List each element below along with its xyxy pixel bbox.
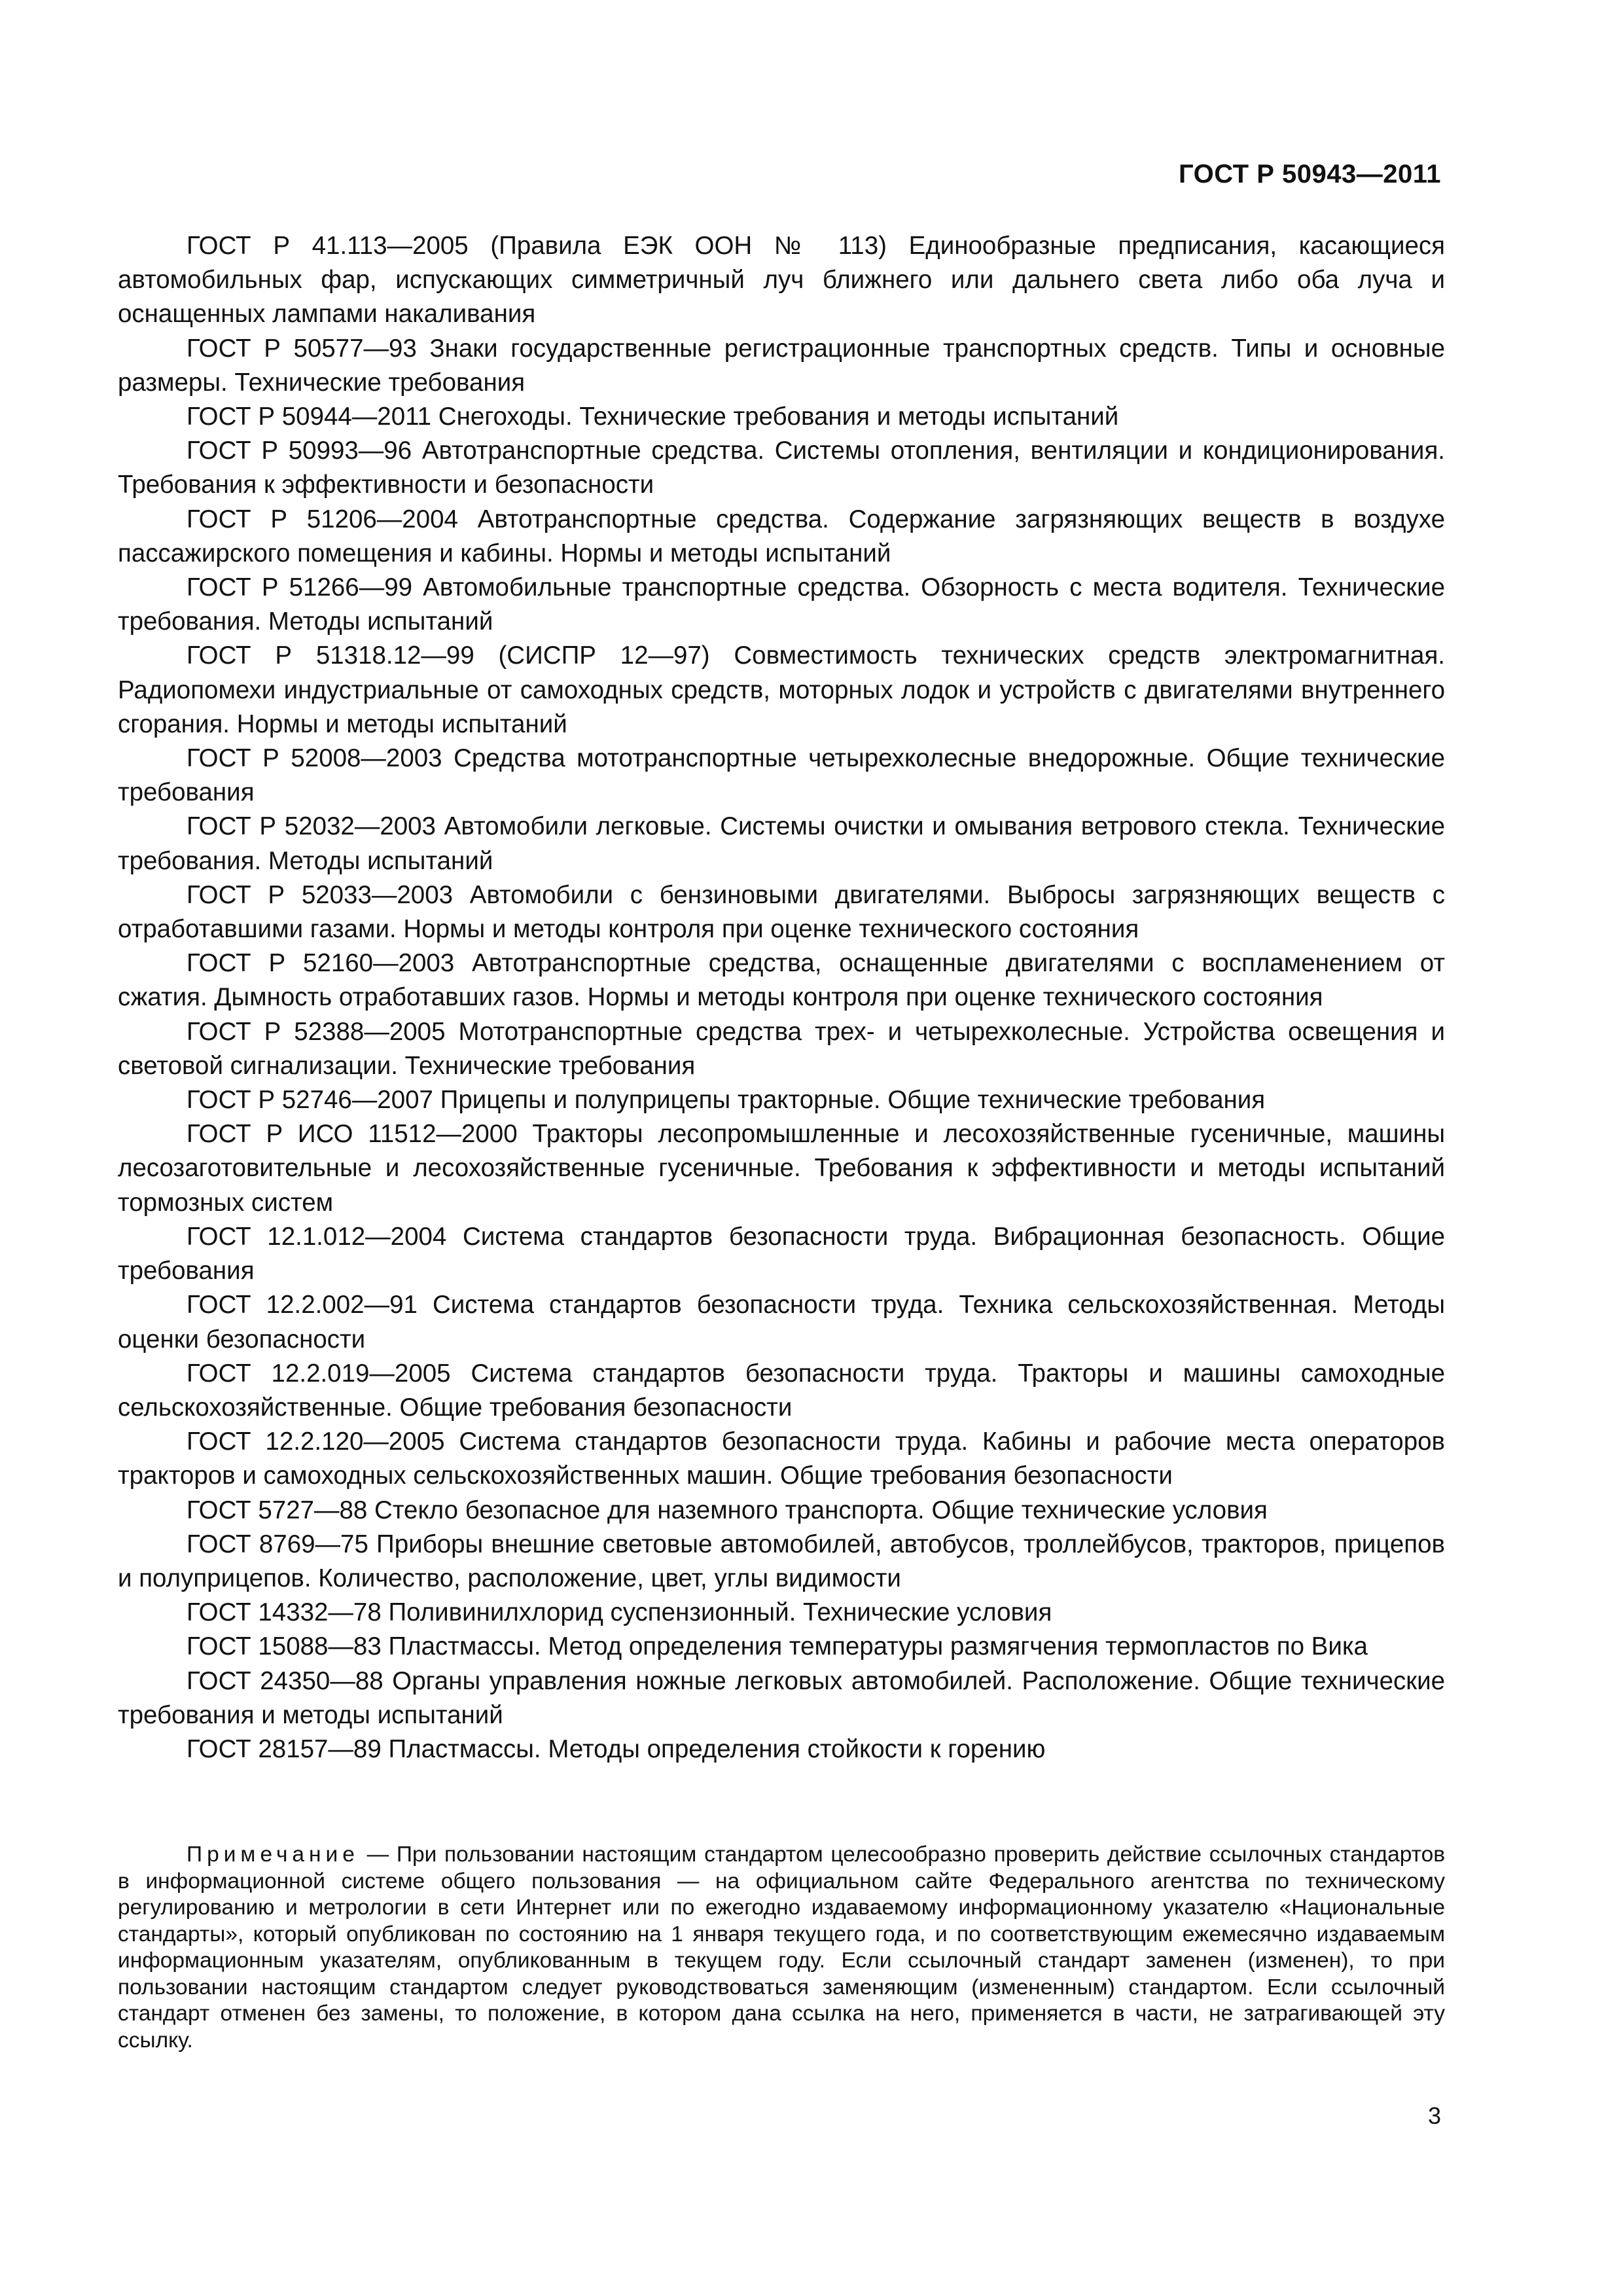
normative-references-list: [118, 229, 1445, 1767]
reference-item: ГОСТ Р 52388—2005 Мототранспортные средства трех- и четырехколесные. Устройства освещения и световой сигнализации. Технические требования: [118, 1017, 1445, 1080]
reference-item: ГОСТ 12.2.019—2005 Система стандартов безопасности труда. Тракторы и машины самоходные сельскохозяйственные. Общие требования безопасности: [118, 1359, 1445, 1422]
reference-item: ГОСТ Р 51318.12—99 (СИСПР 12—97) Совместимость технических средств электромагнитная. Радиопомехи индустриальные от самоходных средств, моторных лодок и устройств с двигателями внутреннего сгорания. Нормы и методы испытаний: [118, 641, 1445, 738]
reference-item: ГОСТ 12.2.120—2005 Система стандартов безопасности труда. Кабины и рабочие места операторов тракторов и самоходных сельскохозяйственных машин. Общие требования безопасности: [118, 1427, 1445, 1490]
reference-item: ГОСТ Р 52032—2003 Автомобили легковые. Системы очистки и омывания ветрового стекла. Технические требования. Методы испытаний: [118, 812, 1445, 875]
reference-item: ГОСТ Р ИСО 11512—2000 Тракторы лесопромышленные и лесохозяйственные гусеничные, машины лесозаготовительные и лесохозяйственные гусеничные. Требования к эффективности и методы испытаний тормозных систем: [118, 1120, 1445, 1217]
reference-item: ГОСТ Р 51206—2004 Автотранспортные средства. Содержание загрязняющих веществ в воздухе пассажирского помещения и кабины. Нормы и методы испытаний: [118, 505, 1445, 567]
reference-item: ГОСТ Р 50577—93 Знаки государственные регистрационные транспортных средств. Типы и основные размеры. Технические требования: [118, 334, 1445, 397]
reference-item: ГОСТ Р 52008—2003 Средства мототранспортные четырехколесные внедорожные. Общие технические требования: [118, 744, 1445, 807]
document-code: ГОСТ Р 50943—2011: [1179, 160, 1441, 188]
reference-item: ГОСТ 5727—88 Стекло безопасное для наземного транспорта. Общие технические условия: [187, 1496, 1268, 1524]
reference-item: ГОСТ Р 41.113—2005 (Правила ЕЭК ООН № 113) Единообразные предписания, касающиеся автомобильных фар, испускающих симметричный луч ближнего или дальнего света либо оба луча и оснащенных лампами накаливания: [118, 232, 1445, 329]
note-text: — При пользовании настоящим стандартом целесообразно проверить действие ссылочных стандартов в информационной системе общего пользования — на официальном сайте Федерального агентства по техническому регулированию и метрологии в сети Интернет или по ежегодно издаваемому информационному указателю «Национальные стандарты», который опубликован по состоянию на 1 января текущего года, и по соответствующим ежемесячно издаваемым информационным указателям, опубликованным в текущем году. Если ссылочный стандарт заменен (изменен), то при пользовании настоящим стандартом следует руководствоваться заменяющим (измененным) стандартом. Если ссылочный стандарт отменен без замены, то положение, в котором дана ссылка на него, применяется в части, не затрагивающей эту ссылку.: [118, 1842, 1445, 2053]
reference-item: ГОСТ 12.1.012—2004 Система стандартов безопасности труда. Вибрационная безопасность. Общие требования: [118, 1222, 1445, 1285]
note-label: Примечание: [187, 1842, 359, 1867]
reference-item: ГОСТ 12.2.002—91 Система стандартов безопасности труда. Техника сельскохозяйственная. Методы оценки безопасности: [118, 1291, 1445, 1354]
reference-item: ГОСТ 14332—78 Поливинилхлорид суспензионный. Технические условия: [187, 1598, 1052, 1627]
reference-item: ГОСТ Р 50944—2011 Снегоходы. Технические требования и методы испытаний: [187, 403, 1119, 431]
page-number: 3: [1427, 2102, 1441, 2129]
reference-item: ГОСТ Р 51266—99 Автомобильные транспортные средства. Обзорность с места водителя. Технические требования. Методы испытаний: [118, 573, 1445, 636]
reference-item: ГОСТ Р 52033—2003 Автомобили с бензиновыми двигателями. Выбросы загрязняющих веществ с отработавшими газами. Нормы и методы контроля при оценке технического состояния: [118, 880, 1445, 944]
note-paragraph: [118, 1842, 1445, 2054]
reference-item: ГОСТ 28157—89 Пластмассы. Методы определения стойкости к горению: [187, 1734, 1046, 1763]
reference-item: ГОСТ Р 50993—96 Автотранспортные средства. Системы отопления, вентиляции и кондиционирования. Требования к эффективности и безопасности: [118, 437, 1445, 499]
reference-item: ГОСТ Р 52160—2003 Автотранспортные средства, оснащенные двигателями с воспламенением от сжатия. Дымность отработавших газов. Нормы и методы контроля при оценке технического состояния: [118, 949, 1445, 1012]
reference-item: ГОСТ 8769—75 Приборы внешние световые автомобилей, автобусов, троллейбусов, тракторов, прицепов и полуприцепов. Количество, расположение, цвет, углы видимости: [118, 1530, 1445, 1592]
reference-item: ГОСТ 24350—88 Органы управления ножные легковых автомобилей. Расположение. Общие технические требования и методы испытаний: [118, 1666, 1445, 1729]
reference-item: ГОСТ Р 52746—2007 Прицепы и полуприцепы тракторные. Общие технические требования: [187, 1086, 1266, 1115]
note-block: [118, 1842, 1445, 2054]
reference-item: ГОСТ 15088—83 Пластмассы. Метод определения температуры размягчения термопластов по Вика: [187, 1632, 1368, 1661]
